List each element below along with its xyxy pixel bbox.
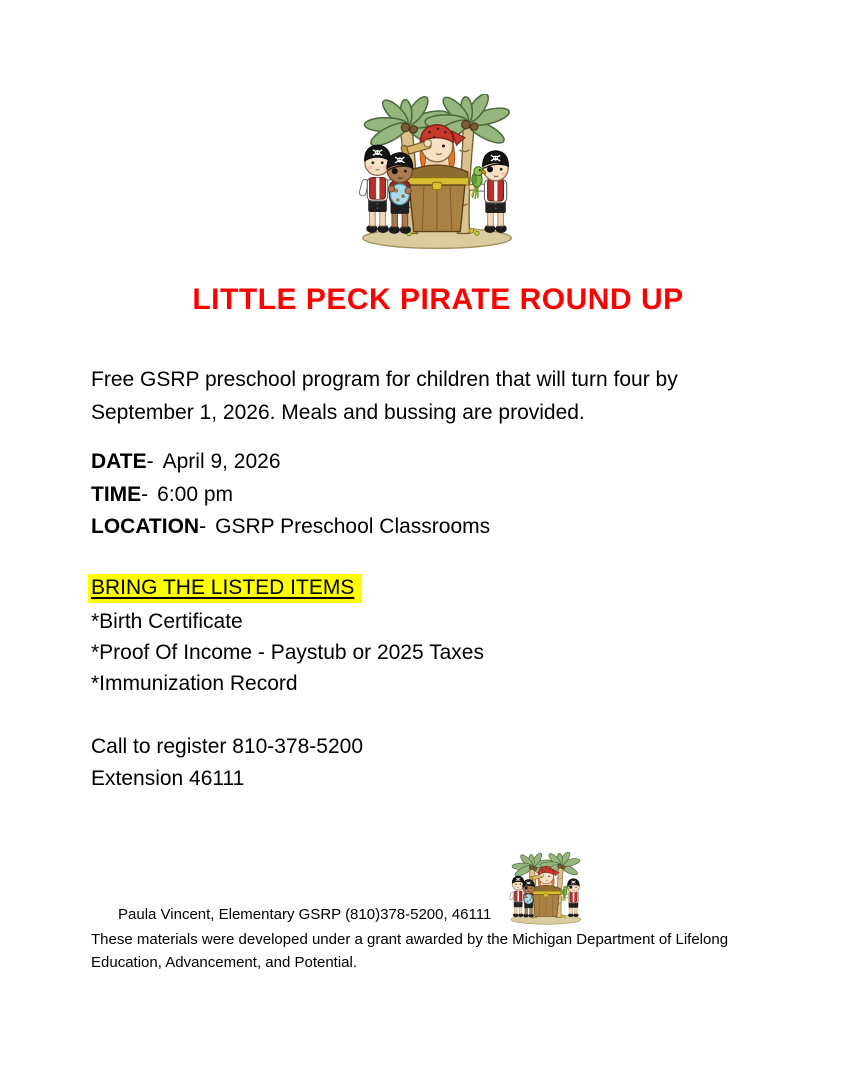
time-separator: - <box>141 482 149 506</box>
location-value: GSRP Preschool Classrooms <box>215 515 491 538</box>
footer-grant-line-1: These materials were developed under a grant awarded by the Michigan Department of Lifelong <box>91 931 729 948</box>
time-value: 6:00 pm <box>157 482 234 506</box>
footer-grant-statement <box>91 929 728 974</box>
contact-extension-line: Extension 46111 <box>91 767 245 790</box>
location-separator: - <box>199 515 207 538</box>
contact-phone-line: Call to register 810-378-5200 <box>91 735 363 758</box>
event-details <box>91 446 490 544</box>
detail-row-location <box>91 511 490 544</box>
pirate-clipart-image <box>344 94 530 252</box>
contact-section <box>91 731 363 795</box>
checklist-section <box>88 574 484 699</box>
detail-row-time <box>91 479 490 512</box>
footer-pirate-clipart-image <box>500 852 592 926</box>
footer-credit: Paula Vincent, Elementary GSRP (810)378-5200, 46111 <box>118 906 492 923</box>
intro-paragraph <box>91 363 678 429</box>
date-separator: - <box>146 450 154 473</box>
page-title: LITTLE PECK PIRATE ROUND UP <box>192 283 684 316</box>
checklist-item-proof-of-income: *Proof Of Income - Paystub or 2025 Taxes <box>91 641 484 664</box>
date-value: April 9, 2026 <box>162 450 281 473</box>
checklist-heading: BRING THE LISTED ITEMS <box>88 574 362 603</box>
footer-grant-line-2: Education, Advancement, and Potential. <box>91 953 358 971</box>
checklist-items <box>91 606 484 699</box>
location-label: LOCATION <box>91 515 200 538</box>
date-label: DATE <box>91 450 147 473</box>
checklist-item-birth-certificate: *Birth Certificate <box>91 610 243 633</box>
time-label: TIME <box>91 482 142 506</box>
intro-line-2: September 1, 2026. Meals and bussing are provided. <box>91 401 585 424</box>
detail-row-date <box>91 446 490 479</box>
checklist-item-immunization-record: *Immunization Record <box>91 672 298 695</box>
intro-line-1: Free GSRP preschool program for children that will turn four by <box>91 368 678 391</box>
